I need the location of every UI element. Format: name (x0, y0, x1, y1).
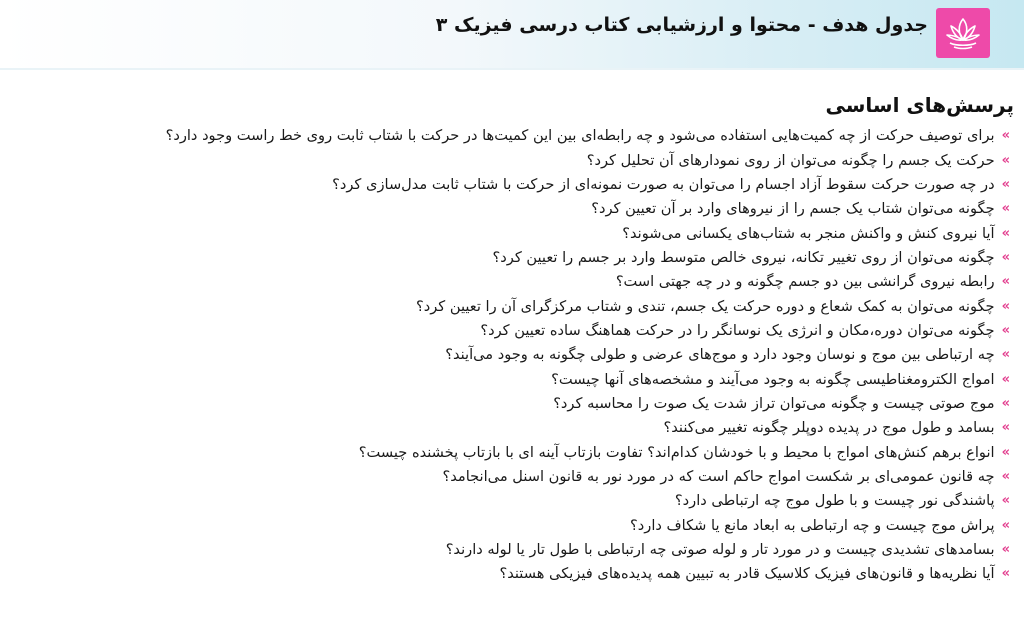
bullet-icon: » (1001, 395, 1010, 411)
question-text: موج صوتی چیست و چگونه می‌توان تراز شدت یک صوت را محاسبه کرد؟ (553, 394, 995, 412)
bullet-icon: » (1001, 298, 1010, 314)
bullet-icon: » (1001, 225, 1010, 241)
bullet-icon: » (1001, 201, 1010, 217)
question-text: چگونه می‌توان شتاب یک جسم را از نیروهای وارد بر آن تعیین کرد؟ (591, 200, 995, 218)
list-item (10, 246, 1010, 270)
bullet-icon: » (1001, 176, 1010, 192)
list-item (10, 221, 1010, 245)
list-item (10, 148, 1010, 172)
list-item (10, 562, 1010, 586)
bullet-icon: » (1001, 468, 1010, 484)
bullet-icon: » (1001, 517, 1010, 533)
question-text: آیا نظریه‌ها و قانون‌های فیزیک کلاسیک قادر به تبیین همه پدیده‌های فیزیکی هستند؟ (499, 565, 995, 583)
page-title: جدول هدف - محتوا و ارزشیابی کتاب درسی فیزیک ۳ (435, 14, 928, 36)
list-item (10, 489, 1010, 513)
question-text: چگونه می‌توان از روی تغییر تکانه، نیروی خالص متوسط وارد بر جسم را تعیین کرد؟ (492, 248, 995, 266)
bullet-icon: » (1001, 542, 1010, 558)
bullet-icon: » (1001, 493, 1010, 509)
list-item (10, 319, 1010, 343)
question-text: بسامدهای تشدیدی چیست و در مورد تار و لوله صوتی چه ارتباطی با طول تار یا لوله دارند؟ (445, 541, 995, 559)
question-text: پاشندگی نور چیست و با طول موج چه ارتباطی دارد؟ (674, 492, 995, 510)
question-text: آیا نیروی کنش و واکنش منجر به شتاب‌های یکسانی می‌شوند؟ (622, 224, 995, 242)
logo (936, 8, 990, 58)
bullet-icon: » (1001, 322, 1010, 338)
list-item (10, 270, 1010, 294)
bullet-icon: » (1001, 274, 1010, 290)
bullet-icon: » (1001, 420, 1010, 436)
list-item (10, 392, 1010, 416)
list-item (10, 514, 1010, 538)
bullet-icon: » (1001, 249, 1010, 265)
bullet-icon: » (1001, 128, 1010, 144)
question-text: حرکت یک جسم را چگونه می‌توان از روی نمودارهای آن تحلیل کرد؟ (586, 151, 995, 169)
list-item (10, 465, 1010, 489)
list-item (10, 124, 1010, 148)
question-text: امواج الکترومغناطیسی چگونه به وجود می‌آیند و مشخصه‌های آنها چیست؟ (551, 370, 995, 388)
question-text: پراش موج چیست و چه ارتباطی به ابعاد مانع یا شکاف دارد؟ (630, 516, 995, 534)
question-text: انواع برهم کنش‌های امواج با محیط و با خودشان کدام‌اند؟ تفاوت بازتاب آینه ای با بازتاب پخشنده چیست؟ (358, 443, 995, 461)
question-list (10, 124, 1010, 587)
list-item (10, 197, 1010, 221)
question-text: در چه صورت حرکت سقوط آزاد اجسام را می‌توان به صورت نمونه‌ای از حرکت با شتاب ثابت مدل‌سازی کرد؟ (332, 175, 995, 193)
list-item (10, 294, 1010, 318)
list-item (10, 367, 1010, 391)
list-item (10, 173, 1010, 197)
question-text: چگونه می‌توان دوره،مکان و انرژی یک نوسانگر را در حرکت هماهنگ ساده تعیین کرد؟ (480, 321, 995, 339)
question-text: چه ارتباطی بین موج و نوسان وجود دارد و موج‌های عرضی و طولی چگونه به وجود می‌آیند؟ (445, 346, 995, 364)
question-text: بسامد و طول موج در پدیده دوپلر چگونه تغییر می‌کنند؟ (663, 419, 995, 437)
list-item (10, 538, 1010, 562)
question-text: رابطه نیروی گرانشی بین دو جسم چگونه و در چه جهتی است؟ (615, 273, 995, 291)
list-item (10, 343, 1010, 367)
list-item (10, 416, 1010, 440)
section-heading: پرسش‌های اساسی (825, 93, 1014, 117)
bullet-icon: » (1001, 152, 1010, 168)
question-text: برای توصیف حرکت از چه کمیت‌هایی استفاده می‌شود و چه رابطه‌ای بین این کمیت‌ها در حرکت با شتاب ثابت روی خط راست وجود دارد؟ (165, 127, 995, 145)
question-text: چه قانون عمومی‌ای بر شکست امواج حاکم است که در مورد نور به قانون اسنل می‌انجامد؟ (442, 467, 995, 485)
bullet-icon: » (1001, 371, 1010, 387)
list-item (10, 440, 1010, 464)
lotus-flower-icon (943, 13, 983, 53)
question-text: چگونه می‌توان به کمک شعاع و دوره حرکت یک جسم، تندی و شتاب مرکزگرای آن را تعیین کرد؟ (415, 297, 995, 315)
bullet-icon: » (1001, 347, 1010, 363)
bullet-icon: » (1001, 566, 1010, 582)
bullet-icon: » (1001, 444, 1010, 460)
